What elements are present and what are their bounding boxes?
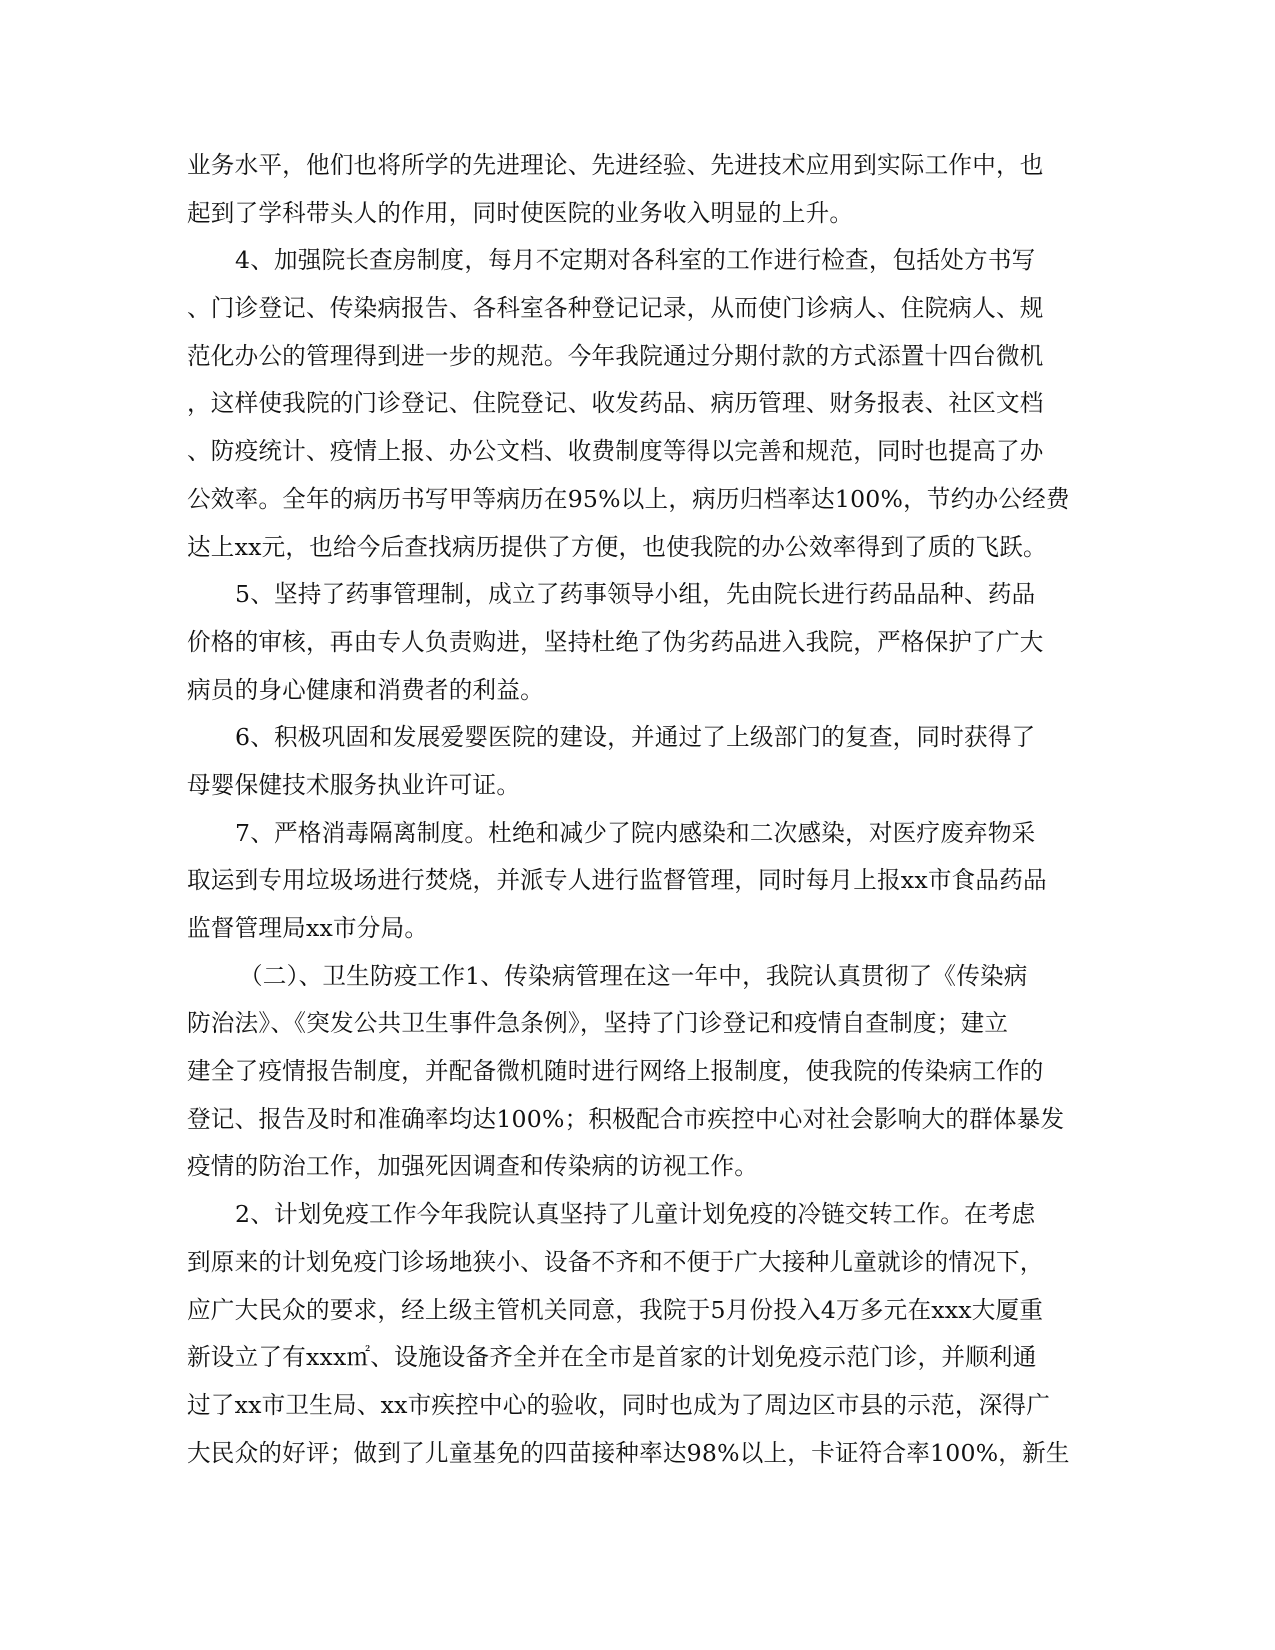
text-line: 病员的身心健康和消费者的利益。 (187, 675, 544, 704)
text-line: 新设立了有xxx㎡、设施设备齐全并在全市是首家的计划免疫示范门诊，并顺利通 (187, 1343, 1037, 1372)
text-line: 起到了学科带头人的作用，同时使医院的业务收入明显的上升。 (187, 198, 854, 227)
paragraph-start-line: （二）、卫生防疫工作1、传染病管理在这一年中，我院认真贯彻了《传染病 (239, 961, 1028, 990)
text-line: 登记、报告及时和准确率均达100%；积极配合市疾控中心对社会影响大的群体暴发 (187, 1104, 1065, 1133)
text-line: 业务水平，他们也将所学的先进理论、先进经验、先进技术应用到实际工作中，也 (187, 151, 1044, 179)
text-line: 监督管理局xx市分局。 (187, 914, 429, 942)
text-line: 母婴保健技术服务执业许可证。 (187, 770, 521, 799)
paragraph-start-line: 7、严格消毒隔离制度。杜绝和减少了院内感染和二次感染，对医疗废弃物采 (235, 818, 1036, 847)
text-line: 疫情的防治工作，加强死因调查和传染病的访视工作。 (187, 1152, 759, 1181)
text-line: 、防疫统计、疫情上报、办公文档、收费制度等得以完善和规范，同时也提高了办 (187, 437, 1044, 466)
text-line: 建全了疫情报告制度，并配备微机随时进行网络上报制度，使我院的传染病工作的 (187, 1057, 1044, 1086)
paragraph-start-line: 2、计划免疫工作今年我院认真坚持了儿童计划免疫的冷链交转工作。在考虑 (235, 1200, 1036, 1229)
text-line: 防治法》、《突发公共卫生事件急条例》，坚持了门诊登记和疫情自查制度；建立 (187, 1009, 1009, 1038)
text-line: 价格的审核，再由专人负责购进，坚持杜绝了伪劣药品进入我院，严格保护了广大 (187, 627, 1044, 656)
text-line: 达上xx元，也给今后查找病历提供了方便，也使我院的办公效率得到了质的飞跃。 (187, 532, 1047, 561)
text-line: 公效率。全年的病历书写甲等病历在95%以上，病历归档率达100%，节约办公经费 (187, 484, 1070, 513)
text-line: 到原来的计划免疫门诊场地狭小、设备不齐和不便于广大接种儿童就诊的情况下， (187, 1247, 1044, 1276)
text-line: 、门诊登记、传染病报告、各科室各种登记记录，从而使门诊病人、住院病人、规 (187, 294, 1044, 323)
text-line: 取运到专用垃圾场进行焚烧，并派专人进行监督管理，同时每月上报xx市食品药品 (187, 866, 1047, 895)
paragraph-start-line: 5、坚持了药事管理制，成立了药事领导小组，先由院长进行药品品种、药品 (235, 580, 1036, 609)
text-line: 应广大民众的要求，经上级主管机关同意，我院于5月份投入4万多元在xxx大厦重 (187, 1295, 1044, 1324)
paragraph-start-line: 6、积极巩固和发展爱婴医院的建设，并通过了上级部门的复查，同时获得了 (235, 723, 1036, 752)
text-line: ，这样使我院的门诊登记、住院登记、收发药品、病历管理、财务报表、社区文档 (187, 389, 1044, 418)
paragraph-start-line: 4、加强院长查房制度，每月不定期对各科室的工作进行检查，包括处方书写 (235, 246, 1036, 275)
text-line: 过了xx市卫生局、xx市疾控中心的验收，同时也成为了周边区市县的示范，深得广 (187, 1390, 1051, 1419)
document-body (187, 142, 1089, 1477)
text-line: 大民众的好评；做到了儿童基免的四苗接种率达98%以上，卡证符合率100%，新生 (187, 1438, 1070, 1467)
text-line: 范化办公的管理得到进一步的规范。今年我院通过分期付款的方式添置十四台微机 (187, 341, 1044, 370)
